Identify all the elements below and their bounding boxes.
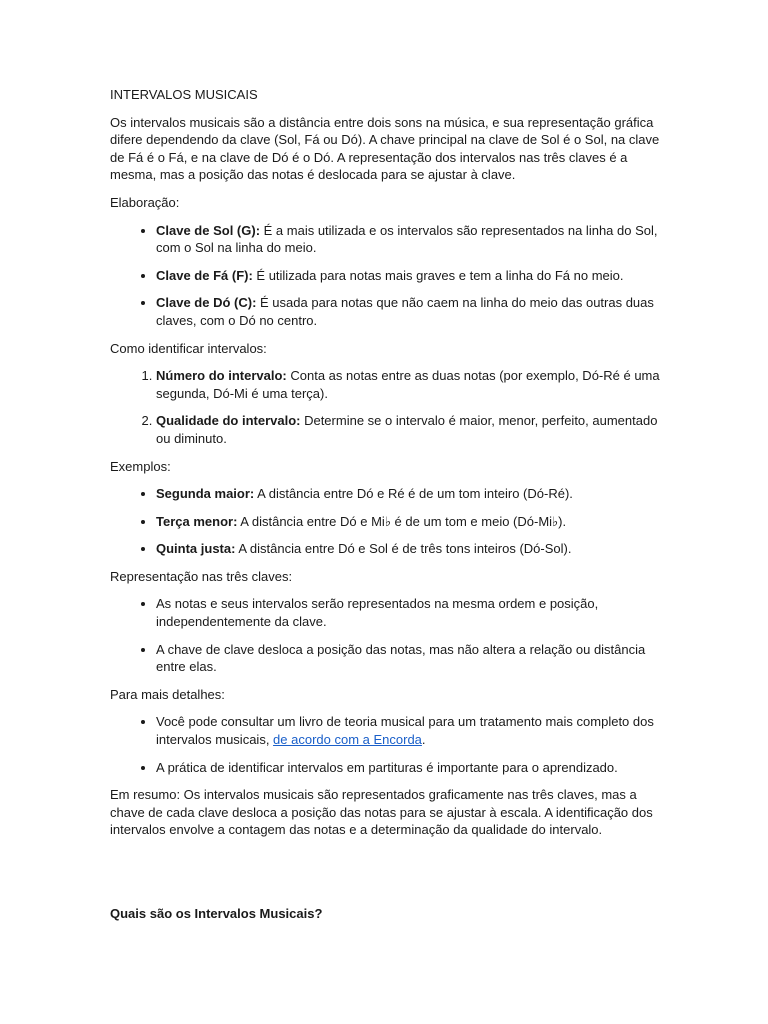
item-text: A distância entre Dó e Mi♭ é de um tom e meio (Dó-Mi♭). xyxy=(237,513,567,529)
spacer xyxy=(110,849,660,905)
list-item: • A prática de identificar intervalos em partituras é importante para o aprendizado. xyxy=(156,759,660,777)
item-text: É usada para notas que não caem na linha do meio das outras duas claves, com o Dó no centro. xyxy=(156,295,654,328)
resumo-paragraph: Em resumo: Os intervalos musicais são representados graficamente nas três claves, mas a chave de cada clave desloca a posição das notas para se ajustar à escala. A identificação dos intervalos envolve a contagem das notas e a determinação da qualidade do intervalo. xyxy=(110,787,653,838)
item-term: Quinta justa: xyxy=(156,541,236,557)
list-item xyxy=(156,513,660,531)
item-term: Qualidade do intervalo: xyxy=(156,413,301,429)
detalhes-label: Para mais detalhes: xyxy=(110,686,225,702)
item-text: Você pode consultar um livro de teoria musical para um tratamento mais completo dos intervalos musicais, xyxy=(156,714,654,748)
elaboracao-label: Elaboração: xyxy=(110,194,180,210)
section-heading: Quais são os Intervalos Musicais? xyxy=(110,906,323,921)
elaboracao-list xyxy=(110,222,660,330)
identificar-label: Como identificar intervalos: xyxy=(110,340,267,356)
list-item xyxy=(156,485,660,503)
detalhes-list xyxy=(110,713,660,776)
list-item xyxy=(156,222,660,257)
encorda-link[interactable]: de acordo com a Encorda xyxy=(273,732,422,748)
list-item xyxy=(156,267,660,285)
exemplos-list xyxy=(110,485,660,558)
document-body xyxy=(110,86,660,933)
list-item xyxy=(156,367,660,402)
item-text: Conta as notas entre as duas notas (por exemplo, Dó-Ré é uma segunda, Dó-Mi é uma terça). xyxy=(156,368,660,401)
representacao-list xyxy=(110,595,660,675)
list-item xyxy=(156,294,660,329)
list-item xyxy=(156,540,660,558)
list-item: • A chave de clave desloca a posição das notas, mas não altera a relação ou distância entre elas. xyxy=(156,641,660,676)
list-item xyxy=(156,412,660,447)
item-term: Clave de Sol (G): xyxy=(156,222,261,238)
item-text: . xyxy=(421,732,426,748)
item-text: É utilizada para notas mais graves e tem a linha do Fá no meio. xyxy=(252,267,624,283)
exemplos-label: Exemplos: xyxy=(110,458,171,474)
list-item: • As notas e seus intervalos serão representados na mesma ordem e posição, independentemente da clave. xyxy=(156,595,660,630)
identificar-list xyxy=(110,367,660,447)
representacao-label: Representação nas três claves: xyxy=(110,568,293,584)
item-term: Número do intervalo: xyxy=(156,368,287,384)
item-term: Segunda maior: xyxy=(156,486,255,502)
item-text: A distância entre Dó e Ré é de um tom inteiro (Dó-Ré). xyxy=(254,486,573,502)
item-term: Terça menor: xyxy=(156,513,238,529)
item-text: Determine se o intervalo é maior, menor, perfeito, aumentado ou diminuto. xyxy=(156,413,658,446)
list-item xyxy=(156,713,660,748)
item-term: Clave de Dó (C): xyxy=(156,295,257,311)
intro-paragraph: Os intervalos musicais são a distância entre dois sons na música, e sua representação gráfica difere dependendo da clave (Sol, Fá ou Dó). A chave principal na clave de Sol é o Sol, na clave de Fá é o Fá, e na clave de Dó é o Dó. A representação dos intervalos nas três claves é a mesma, mas a posição das notas é deslocada para se ajustar à clave. xyxy=(110,114,660,183)
item-text: É a mais utilizada e os intervalos são representados na linha do Sol, com o Sol na linha do meio. xyxy=(156,222,658,256)
item-text: A distância entre Dó e Sol é de três tons inteiros (Dó-Sol). xyxy=(235,541,572,557)
item-term: Clave de Fá (F): xyxy=(156,267,253,283)
document-title: INTERVALOS MUSICAIS xyxy=(110,87,258,102)
